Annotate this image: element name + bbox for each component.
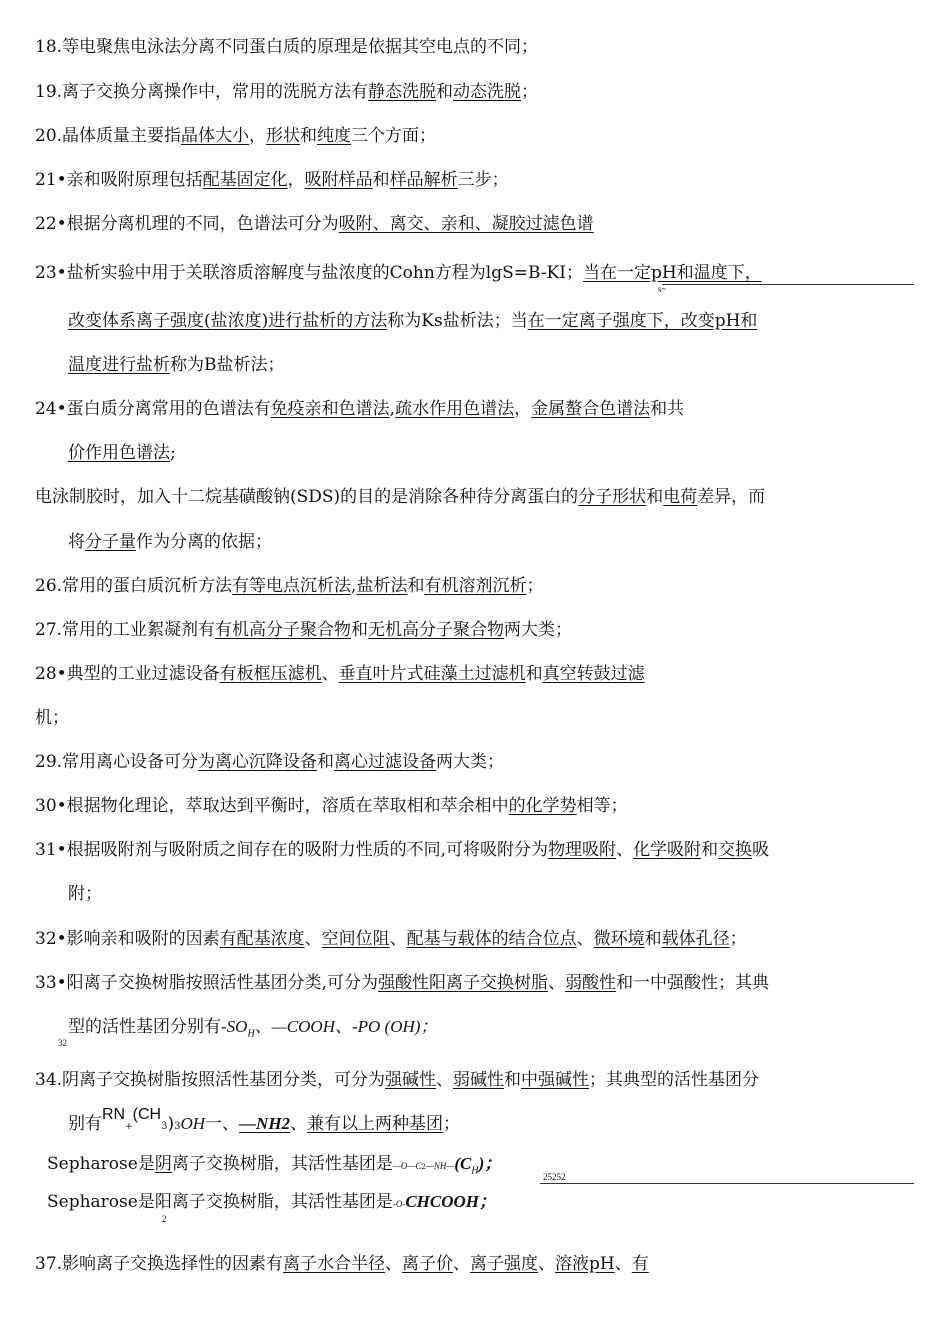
item-22: 22•根据分离机理的不同，色谱法可分为吸附、离交、亲和、凝胶过滤色谱	[35, 214, 594, 234]
item-21: 21•亲和吸附原理包括配基固定化，吸附样品和样品解析三步；	[35, 170, 509, 190]
item-27: 27.常用的工业絮凝剂有有机高分子聚合物和无机高分子聚合物两大类；	[35, 620, 573, 640]
item-25-line2: 将分子量作为分离的依据；	[68, 532, 272, 552]
item-28-line1: 28•典型的工业过滤设备有板框压滤机、垂直叶片式硅藻土过滤机和真空转鼓过滤	[35, 664, 645, 684]
item-31-line1: 31•根据吸附剂与吸附质之间存在的吸附力性质的不同,可将吸附分为物理吸附、化学吸附和交换吸	[35, 840, 770, 860]
subscript-marks: 25252	[543, 1172, 566, 1182]
item-34-line2: 别有RN+(CH3)3OH一、—NH2、兼有以上两种基团；	[68, 1106, 461, 1134]
sepharose-line-1: Sepharose是阴离子交换树脂，其活性基团是$—O—C2—NH—(C_H)$；	[47, 1154, 502, 1177]
item-23-line3: 温度进行盐析称为B盐析法；	[68, 355, 285, 375]
item-23-line2: 改变体系离子强度(盐浓度)进行盐析的方法称为Ks盐析法；当在一定离子强度下，改变pH和	[68, 311, 758, 331]
item-20: 20.晶体质量主要指晶体大小，形状和纯度三个方面；	[35, 126, 437, 146]
underline-rule	[540, 1183, 914, 1184]
item-28-line2: 机；	[35, 708, 69, 728]
footnote-mark: 32	[58, 1038, 67, 1048]
item-37: 37.影响离子交换选择性的因素有离子水合半径、离子价、离子强度、溶液pH、有	[35, 1254, 649, 1274]
item-31-line2: 附；	[68, 884, 102, 904]
item-25-line1: 电泳制胶时，加入十二烷基磺酸钠(SDS)的目的是消除各种待分离蛋白的分子形状和电荷差异，而	[35, 487, 766, 507]
item-29: 29.常用离心设备可分为离心沉降设备和离心过滤设备两大类；	[35, 752, 505, 772]
item-24-line1: 24•蛋白质分离常用的色谱法有免疫亲和色谱法,疏水作用色谱法，金属螯合色谱法和共	[35, 399, 685, 419]
item-33-line2: 型的活性基团分别有$-SO_H$、—COOH、-PO (OH)；	[68, 1017, 438, 1040]
subscript-mark: 2	[162, 1214, 167, 1224]
item-30: 30•根据物化理论，萃取达到平衡时，溶质在萃取相和萃余相中的化学势相等；	[35, 796, 628, 816]
item-24-line2: 价作用色谱法;	[68, 443, 176, 463]
item-18: 18.等电聚焦电泳法分离不同蛋白质的原理是依据其空电点的不同；	[35, 37, 539, 57]
item-33-line1: 33•阳离子交换树脂按照活性基团分类,可分为强酸性阳离子交换树脂、弱酸性和一中强酸性；其典	[35, 973, 770, 993]
item-26: 26.常用的蛋白质沉析方法有等电点沉析法,盐析法和有机溶剂沉析；	[35, 576, 544, 596]
footnote-mark: s~	[658, 284, 667, 294]
item-32: 32•影响亲和吸附的因素有配基浓度、空间位阻、配基与载体的结合位点、微环境和载体孔径；	[35, 929, 747, 949]
underline-rule	[662, 284, 914, 285]
item-19: 19.离子交换分离操作中，常用的洗脱方法有静态洗脱和动态洗脱；	[35, 82, 539, 102]
item-34-line1: 34.阴离子交换树脂按照活性基团分类，可分为强碱性、弱碱性和中强碱性；其典型的活性基团分	[35, 1070, 760, 1090]
sepharose-line-2: Sepharose是阳离子交换树脂，其活性基团是-O-CHCOOH；	[47, 1192, 497, 1212]
item-23-line1: 23•盐析实验中用于关联溶质溶解度与盐浓度的Cohn方程为lgS=B-KI；当在一定pH和温度下，	[35, 263, 762, 283]
